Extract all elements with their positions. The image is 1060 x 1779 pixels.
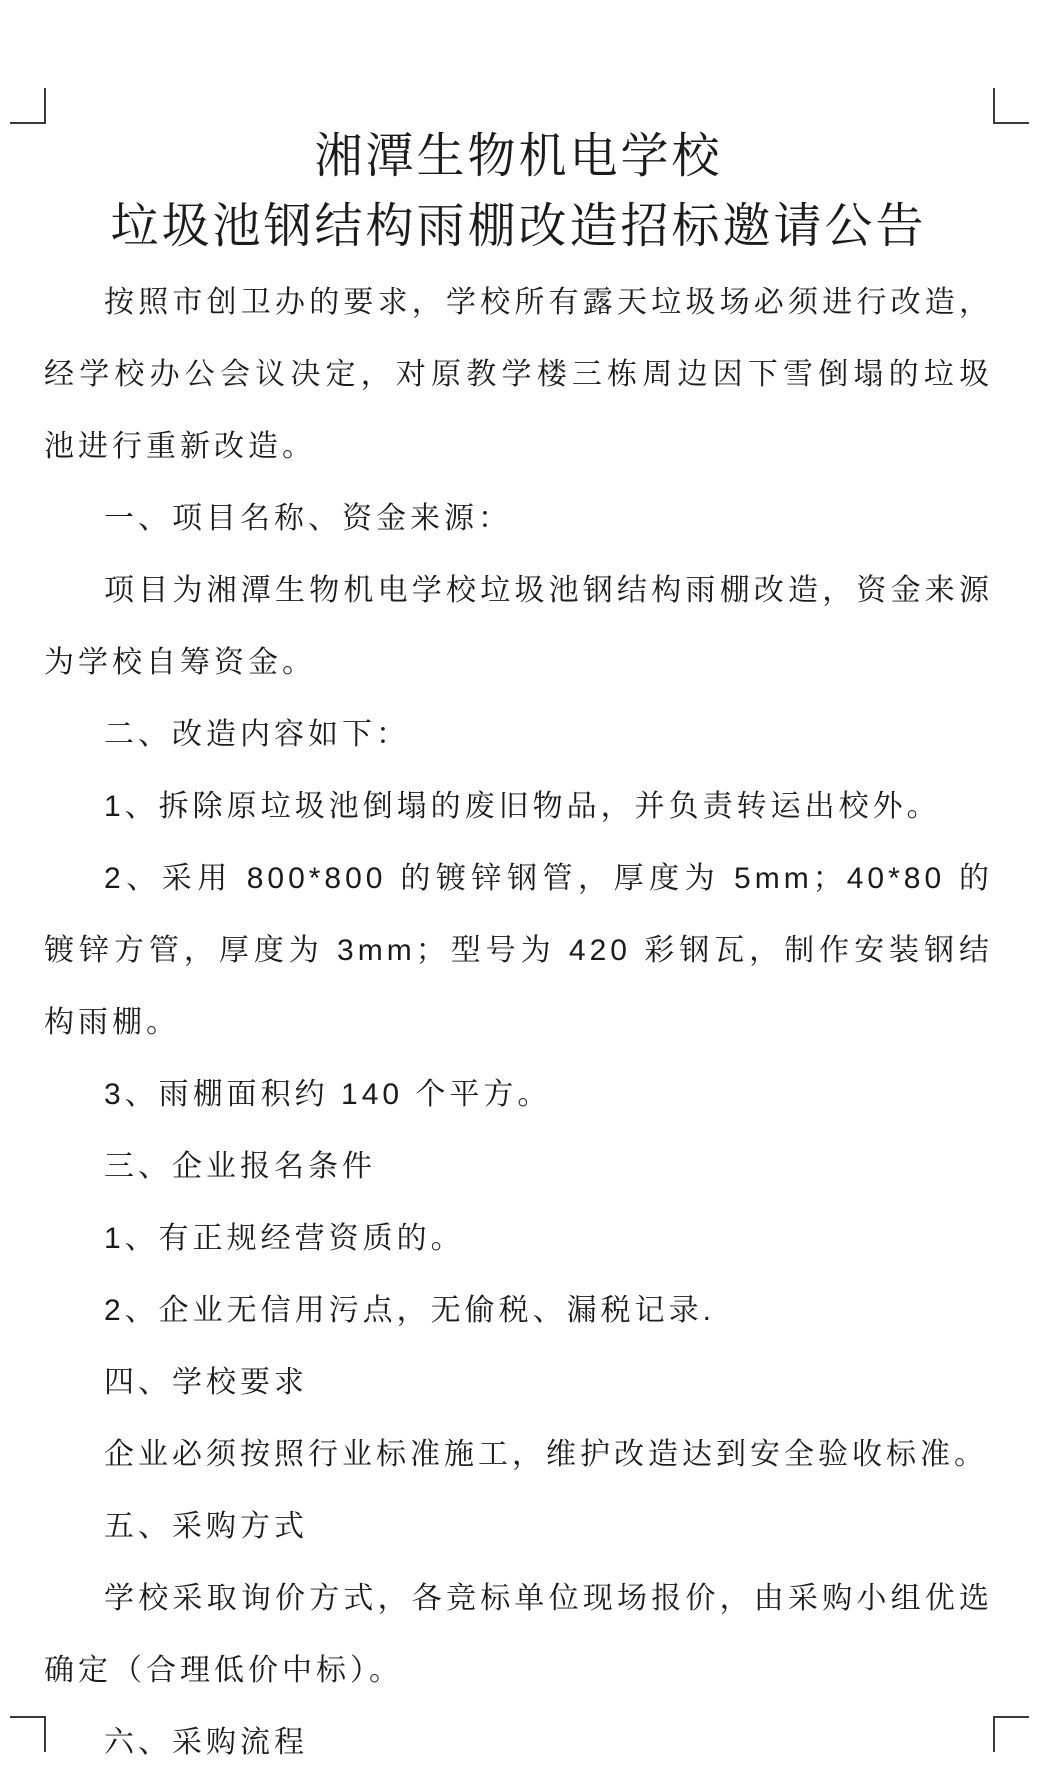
text-boundary-mark-top-right (993, 88, 1029, 124)
document-subtitle: 垃圾池钢结构雨棚改造招标邀请公告 (110, 200, 927, 253)
paragraph-item-2-1: 1、拆除原垃圾池倒塌的废旧物品，并负责转运出校外。 (104, 790, 941, 823)
paragraph-item-2-3: 3、雨棚面积约 140 个平方。 (104, 1078, 552, 1111)
heading-section-1: 一、项目名称、资金来源： (104, 502, 512, 535)
text-boundary-mark-bottom-left (10, 1716, 46, 1752)
document-title: 湘潭生物机电学校 (314, 130, 723, 183)
heading-section-4: 四、学校要求 (104, 1366, 308, 1399)
paragraph-school-requirement: 企业必须按照行业标准施工，维护改造达到安全验收标准。 (104, 1438, 988, 1471)
document-body (44, 267, 993, 1779)
paragraph-procurement-method: 学校采取询价方式，各竞标单位现场报价，由采购小组优选确定（合理低价中标）。 (44, 1582, 993, 1687)
heading-section-6: 六、采购流程 (104, 1726, 308, 1759)
text-boundary-mark-top-left (10, 88, 46, 124)
paragraph-item-2-2: 2、采用 800*800 的镀锌钢管，厚度为 5mm；40*80 的镀锌方管，厚度为 3mm；型号为 420 彩钢瓦，制作安装钢结构雨棚。 (44, 862, 993, 1039)
heading-section-3: 三、企业报名条件 (104, 1150, 376, 1183)
paragraph-intro: 按照市创卫办的要求，学校所有露天垃圾场必须进行改造，经学校办公会议决定，对原教学楼三栋周边因下雪倒塌的垃圾池进行重新改造。 (44, 286, 993, 463)
heading-section-5: 五、采购方式 (104, 1510, 308, 1543)
paragraph-item-3-1: 1、有正规经营资质的。 (104, 1222, 465, 1255)
text-boundary-mark-bottom-right (993, 1716, 1029, 1752)
paragraph-item-3-2: 2、企业无信用污点，无偷税、漏税记录. (104, 1294, 716, 1327)
paragraph-project-funding: 项目为湘潭生物机电学校垃圾池钢结构雨棚改造，资金来源为学校自筹资金。 (44, 574, 993, 679)
heading-section-2: 二、改造内容如下： (104, 718, 410, 751)
text-area (44, 122, 993, 1779)
